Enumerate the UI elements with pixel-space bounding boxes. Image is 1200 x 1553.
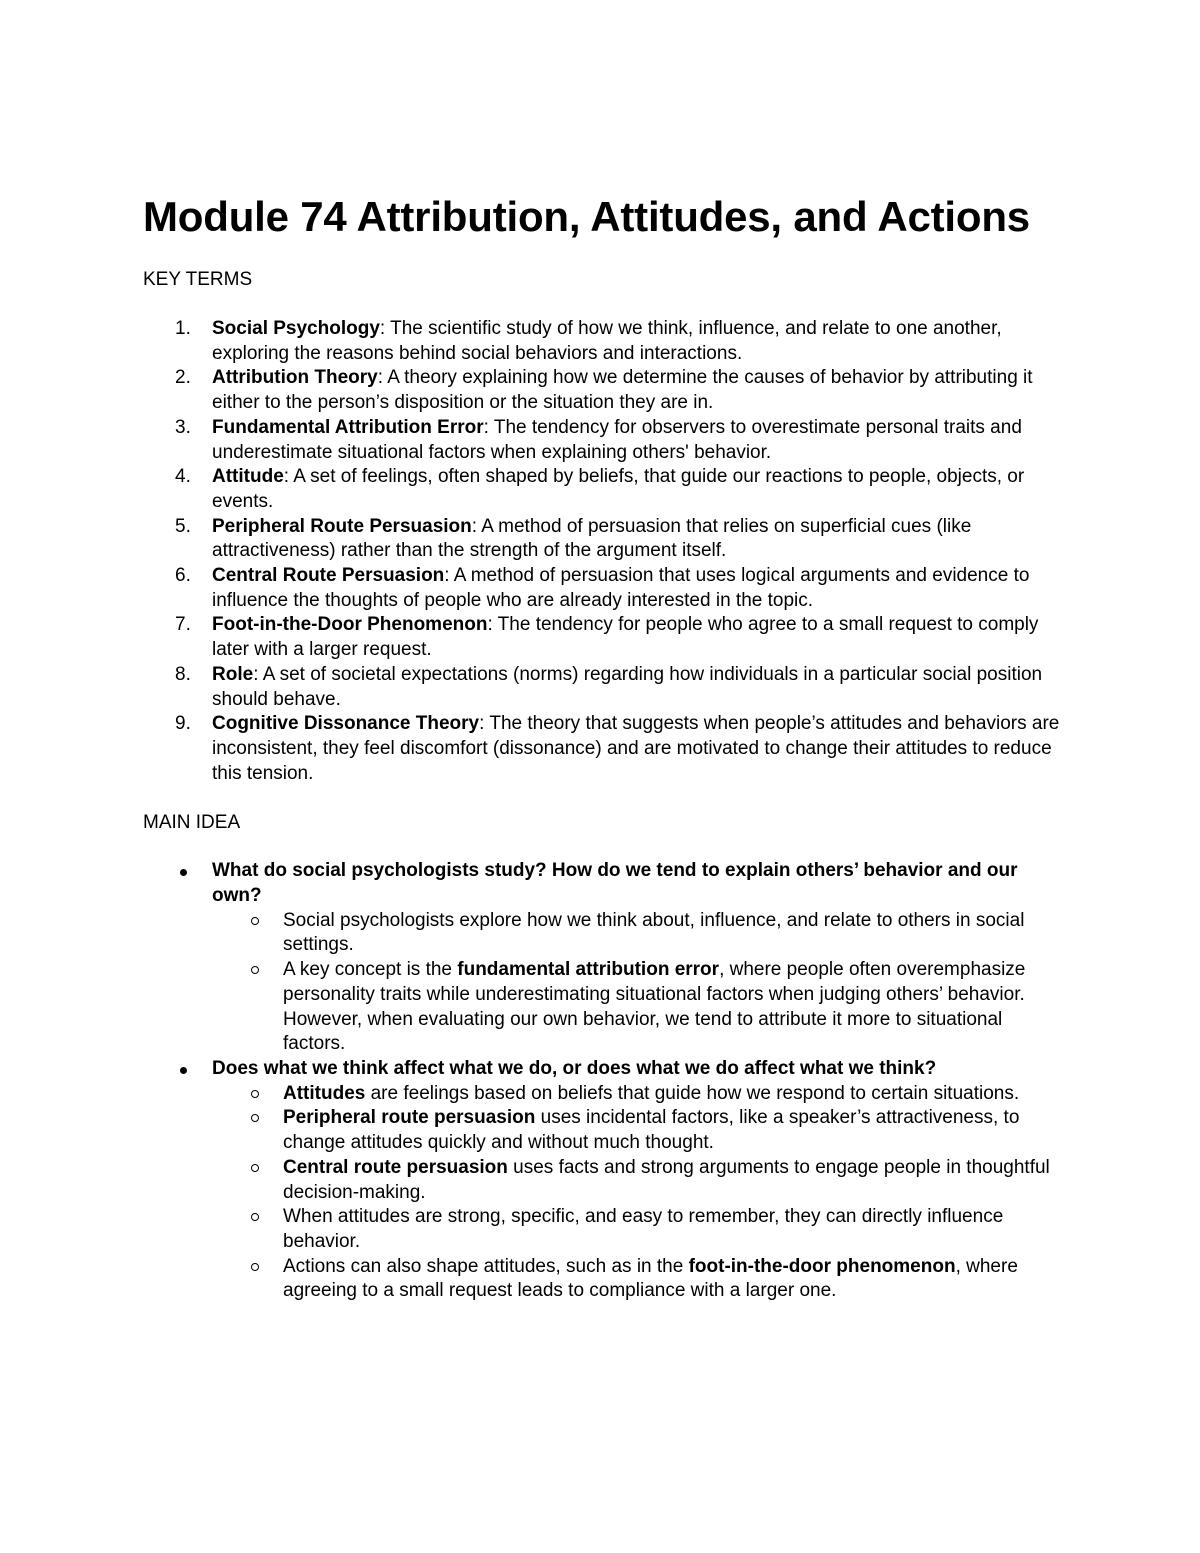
key-term-item <box>143 317 1063 366</box>
main-idea-item <box>143 859 1063 1057</box>
main-idea-points <box>212 1082 1063 1304</box>
main-idea-point <box>212 909 1063 958</box>
key-term-definition: : The theory that suggests when people’s attitudes and behaviors are inconsistent, they feel discomfort (dissonance) and are motivated to change their attitudes to reduce this tension. <box>212 713 1060 784</box>
key-term-definition: : The tendency for people who agree to a small request to comply later with a larger request. <box>212 614 1039 661</box>
main-idea-point <box>212 958 1063 1057</box>
main-idea-point <box>212 1106 1063 1155</box>
key-term-item <box>143 366 1063 415</box>
point-key-term: Attitudes <box>283 1082 366 1104</box>
hollow-bullet-icon <box>251 1114 259 1122</box>
key-term-name: Fundamental Attribution Error <box>212 416 484 438</box>
key-term-item <box>143 712 1063 786</box>
key-term-number: 1. <box>175 318 191 339</box>
key-term-number: 6. <box>175 565 191 587</box>
key-term-name: Role <box>212 663 254 685</box>
point-text: Social psychologists explore how we think about, influence, and relate to others in social settings. <box>283 909 1025 956</box>
hollow-bullet-icon <box>251 917 259 925</box>
point-key-term: foot-in-the-door phenomenon <box>688 1255 956 1277</box>
key-term-item <box>143 465 1063 514</box>
key-term-name: Social Psychology <box>212 318 380 339</box>
main-idea-point <box>212 1156 1063 1205</box>
key-term-number: 8. <box>175 663 191 685</box>
point-text: uses incidental factors, like a speaker’s attractiveness, to change attitudes quickly and without much thought. <box>283 1107 1020 1154</box>
key-term-definition: : A theory explaining how we determine the causes of behavior by attributing it either to the person’s disposition or the situation they are in. <box>212 367 1033 414</box>
hollow-bullet-icon <box>251 1090 259 1098</box>
main-idea-heading: MAIN IDEA <box>143 812 241 834</box>
key-term-item <box>143 416 1063 465</box>
point-key-term: fundamental attribution error <box>457 959 720 981</box>
hollow-bullet-icon <box>251 966 259 974</box>
key-term-name: Foot-in-the-Door Phenomenon <box>212 614 488 636</box>
bullet-icon <box>180 869 187 876</box>
document-page <box>143 190 1063 1304</box>
key-term-number: 7. <box>175 614 191 636</box>
key-term-item <box>143 613 1063 662</box>
key-term-name: Central Route Persuasion <box>212 565 445 587</box>
key-term-number: 2. <box>175 367 191 389</box>
key-term-definition: : The tendency for observers to overestimate personal traits and underestimate situational factors when explaining others' behavior. <box>212 416 1022 463</box>
point-text: When attitudes are strong, specific, and easy to remember, they can directly influence behavior. <box>283 1206 1004 1252</box>
point-key-term: Peripheral route persuasion <box>283 1107 536 1129</box>
key-term-number: 5. <box>175 515 191 537</box>
main-idea-question: Does what we think affect what we do, or does what we do affect what we think? <box>212 1057 937 1079</box>
point-text: A key concept is the <box>283 959 458 981</box>
main-idea-point <box>212 1205 1063 1254</box>
main-idea-list <box>143 859 1063 1304</box>
main-idea-point <box>212 1255 1063 1304</box>
point-text: Actions can also shape attitudes, such as in the <box>283 1255 689 1277</box>
point-key-term: Central route persuasion <box>283 1156 508 1178</box>
point-text: uses facts and strong arguments to engage people in thoughtful decision-making. <box>283 1156 1050 1203</box>
main-idea-point <box>212 1082 1063 1107</box>
key-term-item <box>143 515 1063 564</box>
hollow-bullet-icon <box>251 1263 259 1271</box>
key-term-name: Cognitive Dissonance Theory <box>212 713 480 735</box>
hollow-bullet-icon <box>251 1213 259 1221</box>
key-term-definition: : A set of societal expectations (norms) regarding how individuals in a particular social position should behave. <box>212 663 1043 710</box>
key-term-name: Attitude <box>212 466 284 488</box>
key-term-definition: : A method of persuasion that relies on superficial cues (like attractiveness) rather than the strength of the argument itself. <box>212 515 972 562</box>
page-title: Module 74 Attribution, Attitudes, and Actions <box>143 193 1030 240</box>
point-text: , where agreeing to a small request leads to compliance with a larger one. <box>283 1255 1018 1302</box>
key-term-number: 9. <box>175 713 191 735</box>
key-term-definition: : The scientific study of how we think, influence, and relate to one another, exploring the reasons behind social behaviors and interactions. <box>212 318 1002 364</box>
key-terms-list <box>143 317 1063 786</box>
key-term-item <box>143 663 1063 712</box>
key-term-definition: : A method of persuasion that uses logical arguments and evidence to influence the thoughts of people who are already interested in the topic. <box>212 565 1030 611</box>
key-term-item <box>143 564 1063 613</box>
main-idea-question: What do social psychologists study? How do we tend to explain others’ behavior and our own? <box>212 860 1018 907</box>
point-text: are feelings based on beliefs that guide how we respond to certain situations. <box>365 1082 1020 1104</box>
main-idea-item <box>143 1057 1063 1304</box>
key-term-number: 4. <box>175 466 191 488</box>
point-text: , where people often overemphasize personality traits while underestimating situational factors when judging others’ behavior. However, when evaluating our own behavior, we tend to attribute it more to situational factors. <box>283 959 1026 1055</box>
key-term-definition: : A set of feelings, often shaped by beliefs, that guide our reactions to people, objects, or events. <box>212 466 1025 512</box>
hollow-bullet-icon <box>251 1164 259 1172</box>
main-idea-points <box>212 909 1063 1057</box>
key-term-number: 3. <box>175 416 191 438</box>
key-term-name: Attribution Theory <box>212 367 378 389</box>
bullet-icon <box>180 1067 187 1074</box>
key-term-name: Peripheral Route Persuasion <box>212 515 472 537</box>
key-terms-heading: KEY TERMS <box>143 269 253 290</box>
